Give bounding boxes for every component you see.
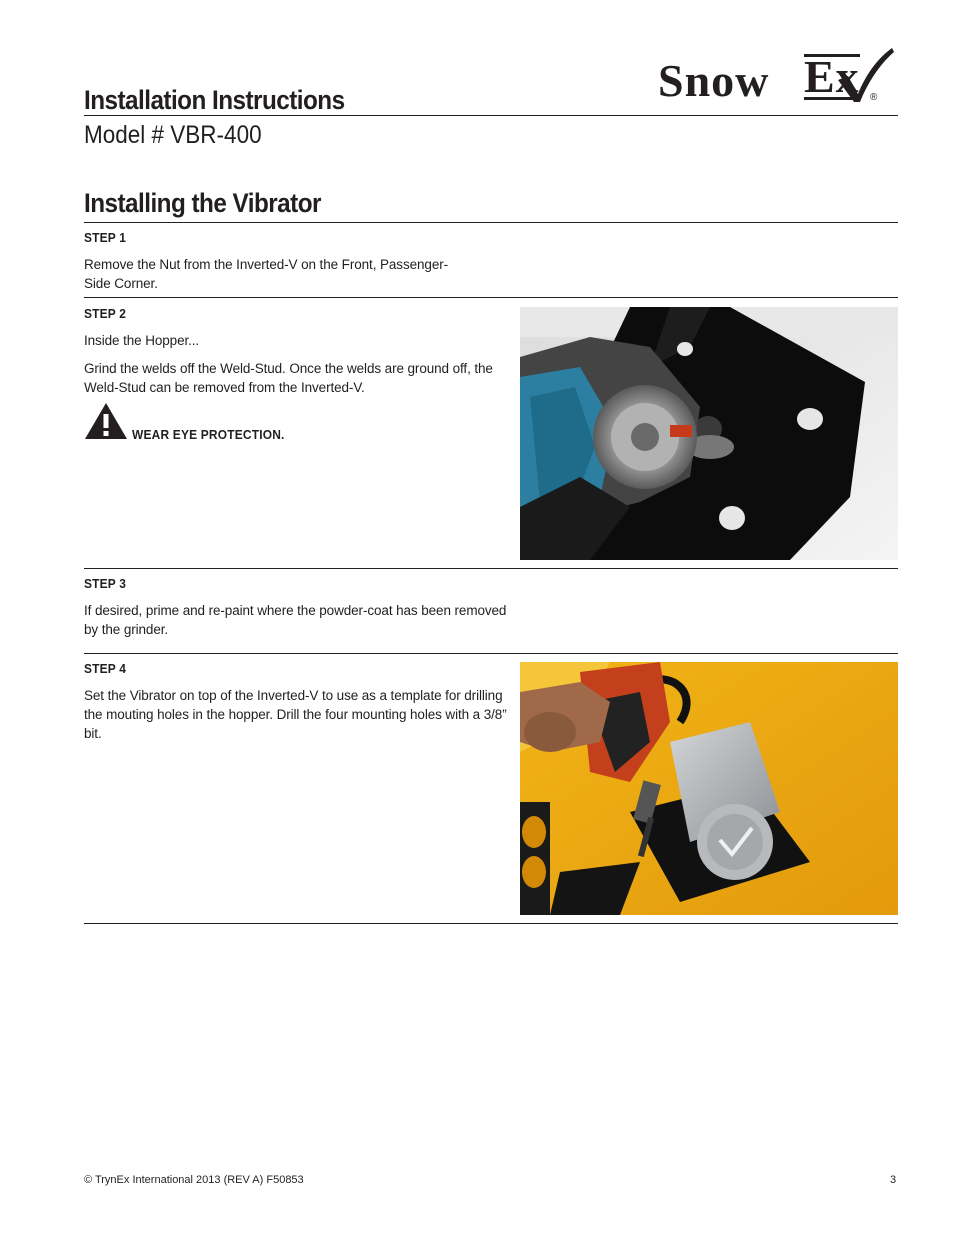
snowex-logo: [656, 46, 900, 106]
step-2-text: Grind the welds off the Weld-Stud. Once the welds are ground off, the Weld-Stud can be removed from the Inverted-V.: [84, 361, 493, 395]
step-1-text-line2: Side Corner.: [84, 276, 158, 291]
step-2-label: STEP 2: [84, 306, 127, 321]
logo-ex-text: Ex: [804, 51, 860, 102]
step-3-text: If desired, prime and re-paint where the powder-coat has been removed by the grinder.: [84, 603, 507, 637]
step-3-label: STEP 3: [84, 576, 127, 591]
registered-mark: ®: [870, 92, 878, 103]
page-title: Installation Instructions: [84, 85, 345, 115]
step-1-divider: [84, 297, 898, 298]
page-number: 3: [890, 1174, 897, 1186]
checkmark-icon: [834, 46, 894, 104]
step-1-label: STEP 1: [84, 230, 127, 245]
step-4-label: STEP 4: [84, 661, 127, 676]
step-1-text-line1: Remove the Nut from the Inverted-V on the Front, Passenger-: [84, 257, 449, 272]
drill-photo: [520, 662, 898, 915]
copyright-text: © TrynEx International 2013 (REV A) F50853: [84, 1174, 304, 1186]
model-number: Model # VBR-400: [84, 121, 262, 149]
section-divider: [84, 222, 898, 223]
warning-text: WEAR EYE PROTECTION.: [132, 427, 285, 442]
step-2-intro: Inside the Hopper...: [84, 333, 200, 348]
step-4-text: Set the Vibrator on top of the Inverted-V to use as a template for drilling the mouting holes in the hopper. Drill the four mounting holes with a 3/8” bit.: [84, 688, 507, 741]
step-1-text: [84, 255, 514, 293]
step-3-divider: [84, 653, 898, 654]
logo-snow-text: Snow: [658, 55, 770, 106]
warning-icon: [84, 402, 128, 440]
grinder-photo: [520, 307, 898, 560]
step-4-divider: [84, 923, 898, 924]
step-2-divider: [84, 568, 898, 569]
section-title: Installing the Vibrator: [84, 188, 321, 218]
header-divider: [84, 115, 898, 116]
